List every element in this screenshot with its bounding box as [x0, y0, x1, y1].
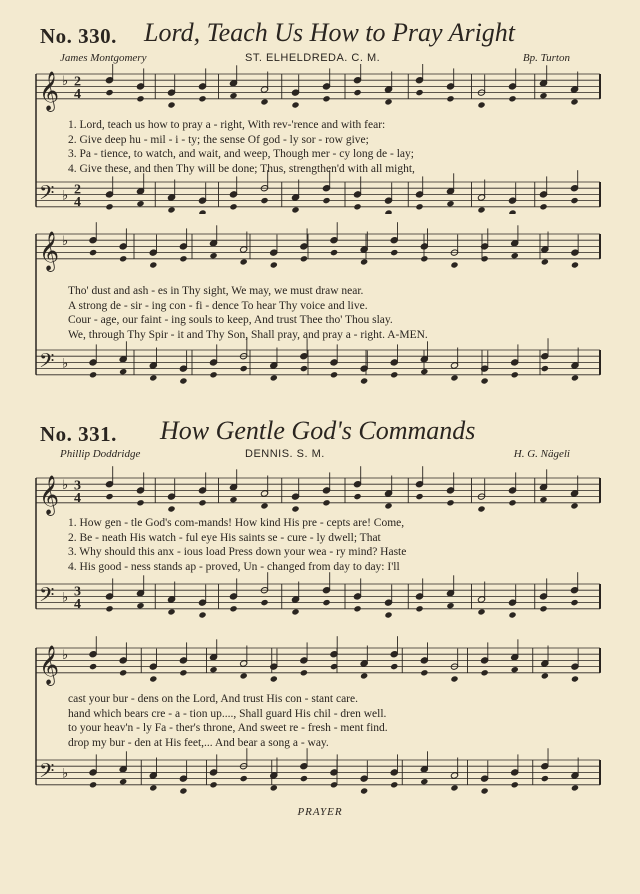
- note-head: [384, 209, 392, 214]
- note-head: [541, 365, 549, 372]
- note-head: [477, 206, 485, 213]
- note-head: [571, 374, 579, 381]
- note-head: [291, 101, 299, 108]
- note-head: [477, 101, 485, 108]
- note-head: [570, 197, 578, 204]
- time-signature-bottom: 4: [74, 86, 81, 102]
- composer: Bp. Turton: [522, 52, 570, 64]
- note-head: [136, 602, 144, 609]
- note-head: [209, 781, 217, 788]
- author: Phillip Doddridge: [60, 448, 141, 460]
- note-head: [167, 101, 175, 108]
- note-head: [511, 666, 519, 673]
- treble-clef-icon: 𝄞: [39, 230, 60, 271]
- lyrics-331-1: [68, 516, 598, 574]
- note-head: [322, 499, 330, 506]
- note-head: [570, 599, 578, 606]
- note-head: [353, 89, 361, 96]
- note-head: [198, 499, 206, 506]
- note-head: [105, 89, 113, 96]
- note-head: [136, 499, 144, 506]
- note-head: [353, 203, 361, 210]
- note-head: [511, 781, 519, 788]
- note-head: [198, 95, 206, 102]
- note-head: [105, 605, 113, 612]
- note-head: [477, 608, 485, 615]
- note-head: [179, 669, 187, 676]
- note-head: [450, 261, 458, 268]
- note-head: [360, 258, 368, 265]
- note-head: [446, 95, 454, 102]
- note-head: [300, 365, 308, 372]
- note-head: [209, 666, 217, 673]
- lyric-line: cast your bur - dens on the Lord, And trust His con - stant care.: [68, 693, 358, 705]
- note-head: [415, 203, 423, 210]
- note-head: [179, 377, 187, 384]
- note-head: [322, 95, 330, 102]
- note-head: [149, 675, 157, 682]
- time-signature-top: 2: [74, 182, 81, 198]
- time-signature-bottom: 4: [74, 596, 81, 612]
- tune-name: ST. ELHELDREDA. C. M.: [245, 52, 381, 64]
- key-flat-icon: ♭: [62, 478, 69, 494]
- note-head: [167, 505, 175, 512]
- note-head: [270, 374, 278, 381]
- note-head: [541, 672, 549, 679]
- bass-clef-icon: 𝄢: [39, 348, 55, 377]
- note-head: [415, 605, 423, 612]
- lyric-line: 2. Give deep hu - mil - i - ty; the sense Of god - ly sor - row give;: [68, 133, 369, 146]
- lyric-line: drop my bur - den at His feet,... And bear a song a - way.: [68, 736, 329, 749]
- note-head: [179, 787, 187, 794]
- note-head: [119, 368, 127, 375]
- note-head: [119, 669, 127, 676]
- note-head: [300, 775, 308, 782]
- lyrics-330-2: [68, 284, 598, 342]
- note-head: [167, 608, 175, 615]
- composer: H. G. Nägeli: [513, 448, 570, 460]
- time-signature-top: 2: [74, 74, 81, 90]
- lyric-line: Cour - age, our faint - ing souls to keep, And trust Thee tho' Thou slay.: [68, 314, 393, 326]
- note-head: [260, 599, 268, 606]
- time-signature-top: 3: [74, 584, 81, 600]
- note-head: [446, 200, 454, 207]
- note-head: [89, 371, 97, 378]
- note-head: [260, 502, 268, 509]
- note-head: [571, 261, 579, 268]
- note-head: [481, 377, 489, 384]
- hymn-number: No. 331.: [40, 422, 117, 446]
- note-head: [240, 775, 248, 782]
- lyric-line: hand which bears cre - a - tion up...., Shall guard His chil - dren well.: [68, 707, 387, 720]
- note-head: [330, 249, 338, 256]
- note-head: [420, 669, 428, 676]
- note-head: [291, 206, 299, 213]
- note-head: [240, 365, 248, 372]
- key-flat-icon: ♭: [62, 648, 69, 664]
- lyric-line: Tho' dust and ash - es in Thy sight, We may, we must draw near.: [68, 285, 364, 297]
- note-head: [209, 371, 217, 378]
- note-head: [353, 605, 361, 612]
- note-head: [384, 611, 392, 618]
- note-head: [300, 669, 308, 676]
- time-signature-top: 3: [74, 478, 81, 494]
- note-head: [105, 203, 113, 210]
- note-head: [390, 371, 398, 378]
- note-head: [149, 261, 157, 268]
- note-head: [322, 197, 330, 204]
- note-head: [179, 255, 187, 262]
- time-signature-bottom: 4: [74, 490, 81, 506]
- treble-clef-icon: 𝄞: [39, 474, 60, 515]
- note-head: [136, 200, 144, 207]
- note-head: [477, 505, 485, 512]
- hymn-title: Lord, Teach Us How to Pray Aright: [144, 18, 516, 47]
- key-flat-icon: ♭: [62, 188, 69, 204]
- lyric-line: A strong de - sir - ing con - fi - dence To hear Thy voice and live.: [68, 299, 368, 312]
- note-head: [119, 778, 127, 785]
- page-section-label: PRAYER: [297, 806, 343, 818]
- hymn-number: No. 330.: [40, 24, 117, 48]
- note-head: [322, 599, 330, 606]
- note-head: [291, 608, 299, 615]
- author: James Montgomery: [60, 52, 147, 64]
- note-head: [119, 255, 127, 262]
- note-head: [539, 605, 547, 612]
- treble-clef-icon: 𝄞: [39, 70, 60, 111]
- key-flat-icon: ♭: [62, 74, 69, 90]
- note-head: [541, 258, 549, 265]
- note-head: [229, 92, 237, 99]
- note-head: [384, 502, 392, 509]
- note-head: [541, 775, 549, 782]
- note-head: [450, 675, 458, 682]
- lyric-line: 4. Give these, and then Thy will be done; Thus, strengthen'd with all might,: [68, 162, 415, 175]
- lyrics-330-1: [68, 118, 598, 176]
- note-head: [450, 784, 458, 791]
- key-flat-icon: ♭: [62, 590, 69, 606]
- lyric-line: We, through Thy Spir - it and Thy Son, Shall pray, and pray a - right. A-MEN.: [68, 328, 428, 341]
- note-head: [291, 505, 299, 512]
- note-head: [415, 89, 423, 96]
- lyric-line: to your heav'n - ly Fa - ther's throne, And sweet re - fresh - ment find.: [68, 722, 388, 734]
- note-head: [136, 95, 144, 102]
- note-head: [539, 496, 547, 503]
- key-flat-icon: ♭: [62, 356, 69, 372]
- note-head: [260, 98, 268, 105]
- note-head: [240, 258, 248, 265]
- treble-clef-icon: 𝄞: [39, 644, 60, 685]
- note-head: [149, 374, 157, 381]
- key-flat-icon: ♭: [62, 766, 69, 782]
- tune-name: DENNIS. S. M.: [245, 448, 325, 460]
- note-head: [508, 499, 516, 506]
- lyric-line: 1. How gen - tle God's com-mands! How kind His pre - cepts are! Come,: [68, 517, 405, 529]
- note-head: [415, 493, 423, 500]
- note-head: [330, 371, 338, 378]
- note-head: [229, 203, 237, 210]
- bass-clef-icon: 𝄢: [39, 180, 55, 209]
- note-head: [270, 784, 278, 791]
- note-head: [229, 496, 237, 503]
- bass-clef-icon: 𝄢: [39, 758, 55, 787]
- lyric-line: 3. Why should this anx - ious load Press down your wea - ry mind? Haste: [68, 546, 407, 558]
- note-head: [481, 669, 489, 676]
- note-head: [390, 249, 398, 256]
- note-head: [571, 784, 579, 791]
- note-head: [300, 255, 308, 262]
- note-head: [360, 672, 368, 679]
- time-signature-bottom: 4: [74, 194, 81, 210]
- note-head: [481, 787, 489, 794]
- hymn-title: How Gentle God's Commands: [160, 416, 476, 445]
- note-head: [270, 675, 278, 682]
- note-head: [390, 781, 398, 788]
- lyric-line: 3. Pa - tience, to watch, and wait, and weep, Though mer - cy long de - lay;: [68, 148, 414, 160]
- note-head: [539, 92, 547, 99]
- note-head: [384, 98, 392, 105]
- note-head: [446, 499, 454, 506]
- note-head: [511, 371, 519, 378]
- note-head: [167, 206, 175, 213]
- note-head: [209, 252, 217, 259]
- note-head: [571, 675, 579, 682]
- note-head: [198, 611, 206, 618]
- note-head: [89, 663, 97, 670]
- note-head: [270, 261, 278, 268]
- note-head: [353, 493, 361, 500]
- lyrics-331-2: [68, 692, 598, 750]
- note-head: [511, 252, 519, 259]
- note-head: [89, 249, 97, 256]
- note-head: [360, 787, 368, 794]
- bass-clef-icon: 𝄢: [39, 582, 55, 611]
- note-head: [508, 209, 516, 214]
- note-head: [539, 203, 547, 210]
- note-head: [390, 663, 398, 670]
- note-head: [229, 605, 237, 612]
- note-head: [105, 493, 113, 500]
- note-head: [570, 98, 578, 105]
- note-head: [360, 377, 368, 384]
- note-head: [240, 672, 248, 679]
- note-head: [149, 784, 157, 791]
- note-head: [450, 374, 458, 381]
- note-head: [420, 778, 428, 785]
- lyric-line: 1. Lord, teach us how to pray a - right, With rev-'rence and with fear:: [68, 119, 386, 131]
- note-head: [260, 197, 268, 204]
- lyric-line: 2. Be - neath His watch - ful eye His saints se - cure - ly dwell; That: [68, 531, 381, 544]
- note-head: [198, 209, 206, 214]
- lyric-line: 4. His good - ness stands ap - proved, Un - changed from day to day: I'll: [68, 560, 400, 573]
- note-head: [446, 602, 454, 609]
- note-head: [570, 502, 578, 509]
- key-flat-icon: ♭: [62, 234, 69, 250]
- note-head: [89, 781, 97, 788]
- note-head: [508, 95, 516, 102]
- note-head: [508, 611, 516, 618]
